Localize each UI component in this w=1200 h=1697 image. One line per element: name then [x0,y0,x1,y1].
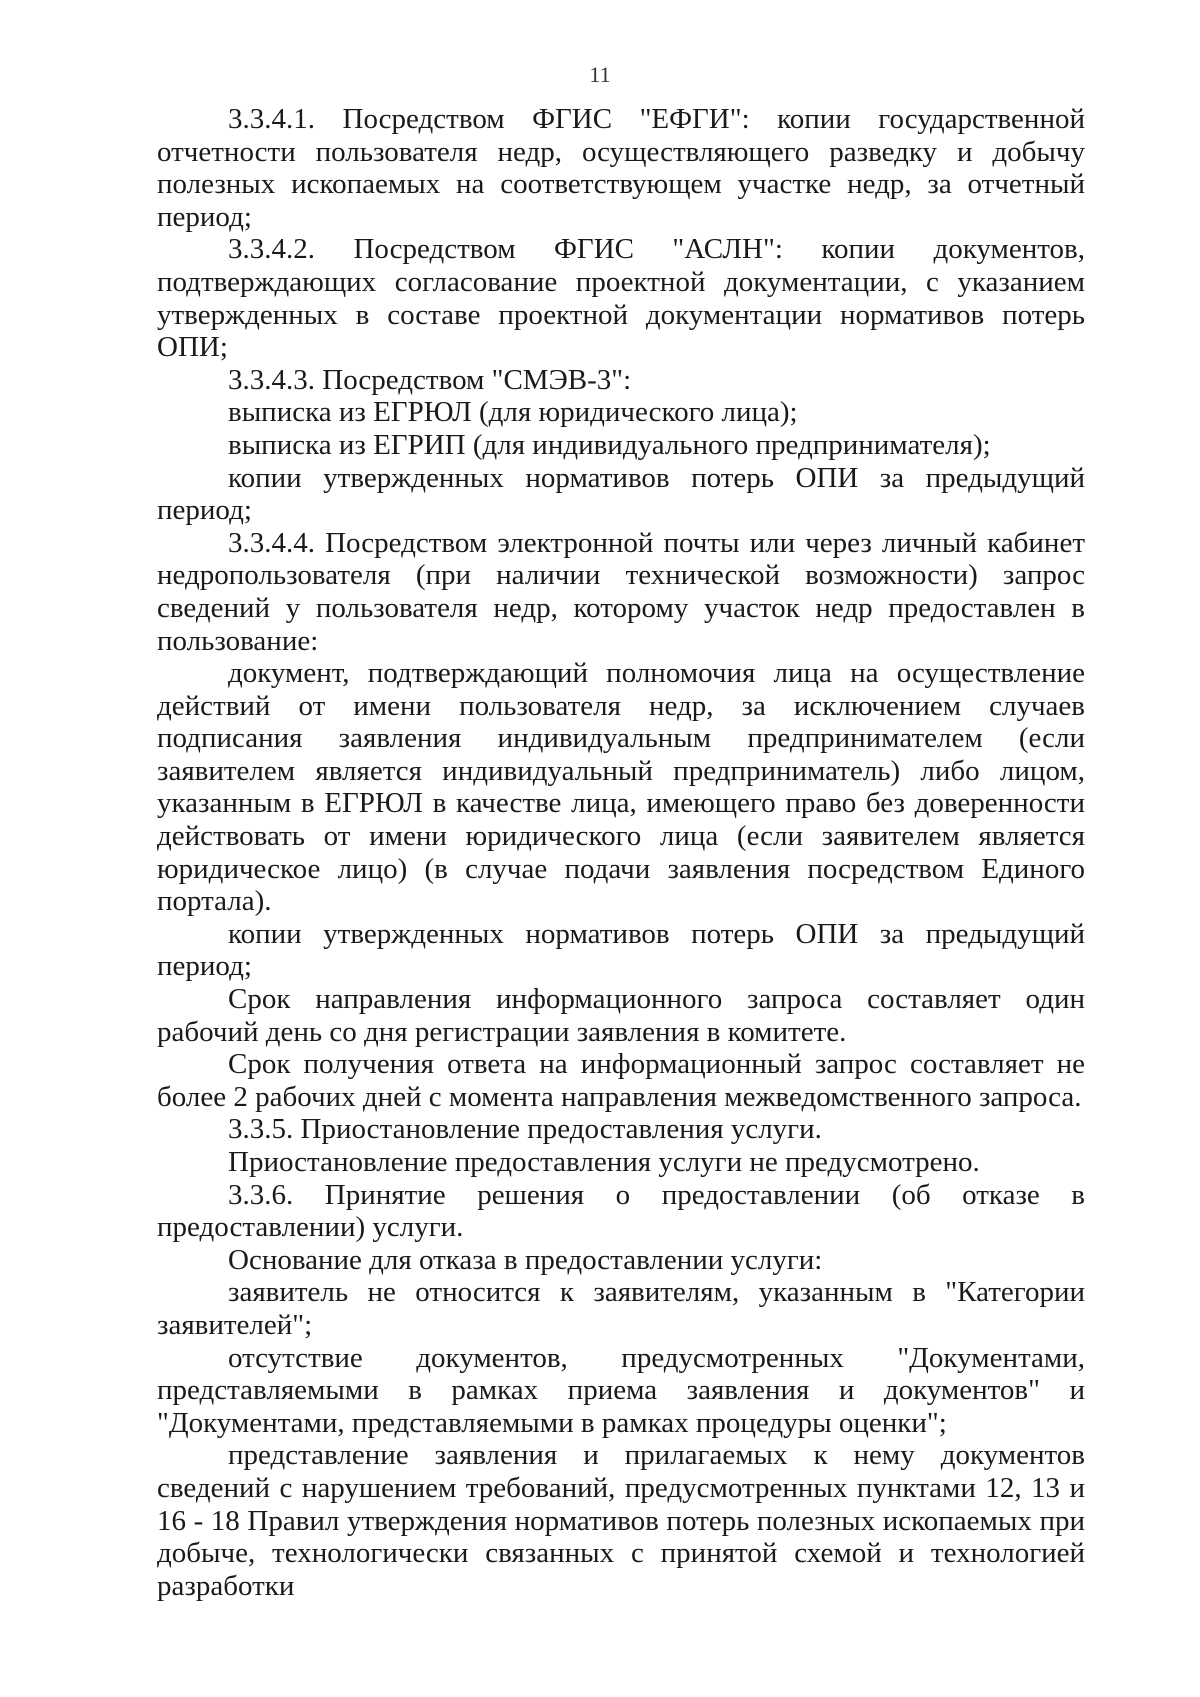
paragraph-3-3-6: 3.3.6. Принятие решения о предоставлении (об отказе в предоставлении) услуги. [157,1178,1085,1244]
paragraph-response-term: Срок получения ответа на информационный запрос составляет не более 2 рабочих дней с момента направления межведомственного запроса. [157,1048,1085,1113]
paragraph-3-3-5: 3.3.5. Приостановление предоставления услуги. [228,1113,822,1146]
list-item-violation: представление заявления и прилагаемых к нему документов сведений с нарушением требований, предусмотренных пунктами 12, 13 и 16 - 18 Правил утверждения нормативов потерь полезных ископаемых при добыче, технологически связанных с принятой схемой и технологией разработки [157,1439,1085,1602]
paragraph-refusal-grounds: Основание для отказа в предоставлении услуги: [228,1243,823,1276]
list-item-loss-norms: копии утвержденных нормативов потерь ОПИ за предыдущий период; [157,461,1085,527]
paragraph-3-3-4-4: 3.3.4.4. Посредством электронной почты или через личный кабинет недропользователя (при наличии технической возможности) запрос сведений у пользователя недр, которому участок недр предоставлен в пользование: [157,526,1085,657]
paragraph-suspension: Приостановление предоставления услуги не предусмотрено. [228,1146,980,1178]
paragraph-request-term: Срок направления информационного запроса составляет один рабочий день со дня регистрации заявления в комитете. [157,983,1085,1048]
paragraph-3-3-4-2: 3.3.4.2. Посредством ФГИС "АСЛН": копии документов, подтверждающих согласование проектной документации, с указанием утвержденных в составе проектной документации нормативов потерь ОПИ; [157,233,1085,364]
list-item-missing-documents: отсутствие документов, предусмотренных "Документами, представляемыми в рамках приема заявления и документов" и "Документами, представляемыми в рамках процедуры оценки"; [157,1341,1085,1439]
list-item-egrul: выписка из ЕГРЮЛ (для юридического лица); [228,396,798,429]
list-item-loss-norms-2: копии утвержденных нормативов потерь ОПИ за предыдущий период; [157,917,1085,983]
paragraph-3-3-4-1: 3.3.4.1. Посредством ФГИС "ЕФГИ": копии государственной отчетности пользователя недр, осуществляющего разведку и добычу полезных ископаемых на соответствующем участке недр, за отчетный период; [157,103,1085,233]
list-item-egrip: выписка из ЕГРИП (для индивидуального предпринимателя); [228,428,991,461]
document-body [157,103,1085,1602]
paragraph-3-3-4-3: 3.3.4.3. Посредством "СМЭВ-3": [228,363,632,396]
list-item-applicant-category: заявитель не относится к заявителям, указанным в "Категории заявителей"; [157,1276,1085,1341]
list-item-authority-document: документ, подтверждающий полномочия лица на осуществление действий от имени пользователя недр, за исключением случаев подписания заявления индивидуальным предпринимателем (если заявителем является индивидуальный предприниматель) либо лицом, указанным в ЕГРЮЛ в качестве лица, имеющего право без доверенности действовать от имени юридического лица (если заявителем является юридическое лицо) (в случае подачи заявления посредством Единого портала). [157,657,1085,918]
page-number: 11 [589,62,611,87]
